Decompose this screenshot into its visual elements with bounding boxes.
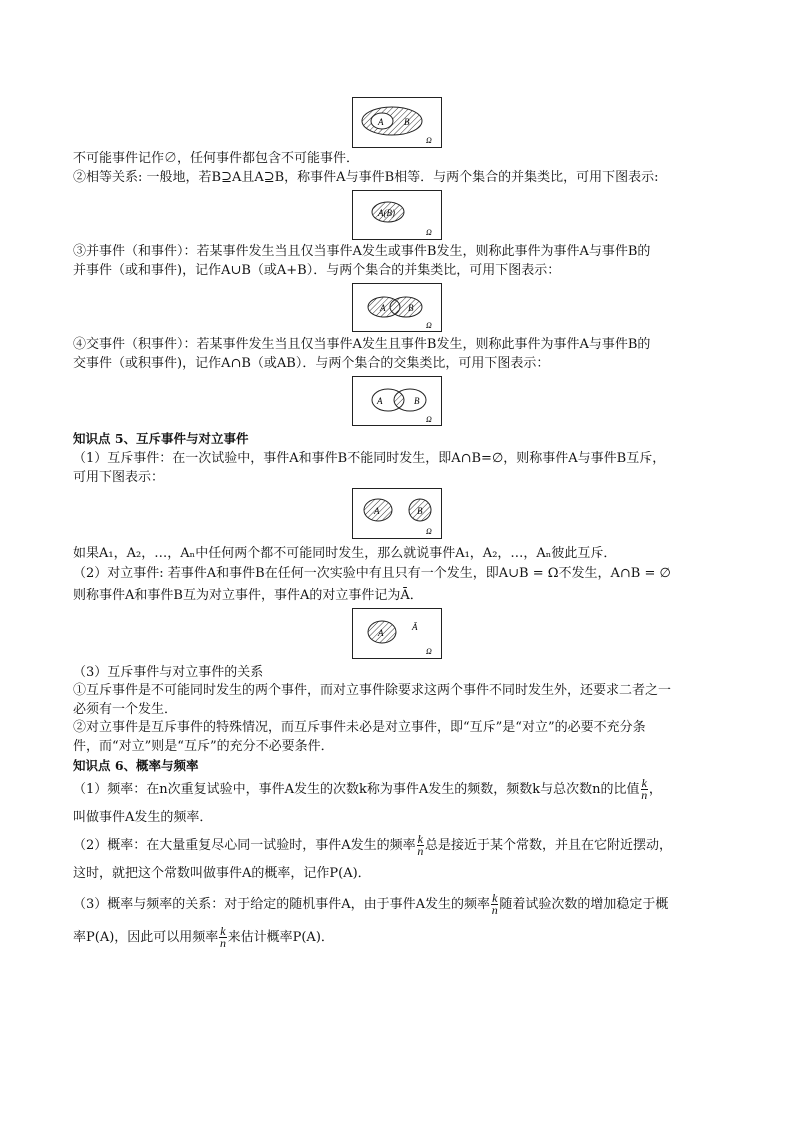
text-line bbox=[73, 926, 725, 949]
omega-label: Ω bbox=[426, 415, 432, 424]
venn-label-a: A bbox=[378, 628, 384, 638]
text-line: ②相等关系: 一般地，若B⊇A且A⊇B，称事件A与事件B相等．与两个集合的并集类比，可用下图表示: bbox=[73, 170, 659, 185]
section-heading-5: 知识点 5、互斥事件与对立事件 bbox=[73, 431, 249, 446]
text-line: （1）频率：在n次重复试验中，事件A发生的次数k称为事件A发生的频数，频数k与总次数n的比值 $\frac{k}{n}$ ， bbox=[73, 776, 662, 802]
venn-label-ab: A(B) bbox=[378, 208, 395, 218]
venn-label-a: A bbox=[374, 506, 380, 516]
text-segment: 随着试验次数的增加稳定于概 bbox=[499, 897, 669, 912]
text-line: ①互斥事件是不可能同时发生的两个事件，而对立事件除要求这两个事件不同时发生外，还要求二者之一 bbox=[73, 683, 672, 698]
text-line: 可用下图表示： bbox=[73, 470, 165, 485]
text-line: 必须有一个发生． bbox=[73, 702, 178, 717]
venn-equal-figure bbox=[352, 190, 442, 240]
fraction-k-over-n bbox=[491, 893, 498, 916]
venn-intersection-figure bbox=[352, 376, 442, 426]
text-line: 不可能事件记作∅，任何事件都包含不可能事件． bbox=[73, 151, 360, 166]
fraction-k-over-n bbox=[219, 926, 226, 949]
venn-label-b: B bbox=[414, 396, 420, 406]
text-segment: 来估计概率P(A)． bbox=[227, 930, 334, 945]
text-line: ②对立事件是互斥事件的特殊情况，而互斥事件未必是对立事件，即“互斥”是“对立”的必要不充分条 bbox=[73, 720, 646, 735]
fraction-numerator: k bbox=[641, 776, 647, 790]
venn-exclusive-figure bbox=[352, 488, 442, 539]
text-line: （2）对立事件: 若事件A和事件B在任何一次实验中有且只有一个发生，即A∪B = Ω不发生，A∩B = ∅ bbox=[73, 566, 671, 581]
omega-label: Ω bbox=[426, 321, 432, 330]
text-segment: 率P(A)，因此可以用频率 bbox=[73, 930, 219, 945]
text-line: 如果A₁，A₂，…，Aₙ中任何两个都不可能同时发生，那么就说事件A₁，A₂，…，Aₙ彼此互斥． bbox=[73, 546, 617, 561]
venn-label-b: B bbox=[417, 506, 423, 516]
venn-label-b: B bbox=[408, 303, 414, 313]
text-line: 并事件（或和事件)，记作A∪B（或A+B）．与两个集合的并集类比，可用下图表示： bbox=[73, 263, 561, 278]
text-segment: （3）概率与频率的关系：对于给定的随机事件A，由于事件A发生的频率 bbox=[73, 897, 491, 912]
text-line: ④交事件（积事件）：若某事件发生当且仅当事件A发生且事件B发生，则称此事件为事件A与事件B的 bbox=[73, 337, 651, 352]
text-segment: （1）频率：在n次重复试验中，事件A发生的次数k称为事件A发生的频数，频数k与总次数n的比值 bbox=[73, 782, 640, 797]
venn-label-abar: Ā bbox=[412, 622, 418, 632]
section-heading-6: 知识点 6、概率与频率 bbox=[73, 758, 199, 773]
venn-label-a: A bbox=[377, 396, 383, 406]
fraction-denominator: n bbox=[641, 788, 648, 802]
fraction-numerator: k bbox=[492, 891, 498, 905]
omega-label: Ω bbox=[426, 228, 432, 237]
text-segment: 总是接近于某个常数，并且在它附近摆动， bbox=[425, 838, 673, 853]
fraction-numerator: k bbox=[417, 832, 423, 846]
venn-label-a: A bbox=[380, 303, 386, 313]
text-line bbox=[73, 893, 725, 916]
text-line bbox=[73, 834, 725, 857]
venn-complement-figure bbox=[352, 608, 442, 659]
text-line: 叫做事件A发生的频率． bbox=[73, 810, 213, 825]
text-line: ③并事件（和事件）：若某事件发生当且仅当事件A发生或事件B发生，则称此事件为事件A与事件B的 bbox=[73, 244, 651, 259]
fraction-k-over-n bbox=[641, 778, 648, 801]
text-line: 则称事件A和事件B互为对立事件，事件A的对立事件记为Ā． bbox=[73, 588, 423, 603]
fraction-numerator: k bbox=[220, 924, 226, 938]
text-line: （3）互斥事件与对立事件的关系 bbox=[73, 665, 264, 680]
venn-label-a: A bbox=[378, 117, 384, 127]
fraction-denominator: n bbox=[491, 903, 498, 917]
venn-subset-figure bbox=[352, 97, 442, 148]
omega-label: Ω bbox=[426, 136, 432, 145]
venn-label-b: B bbox=[404, 117, 410, 127]
text-line: 件，而“对立”则是“互斥”的充分不必要条件． bbox=[73, 739, 334, 754]
omega-label: Ω bbox=[426, 647, 432, 656]
text-line: （1）互斥事件：在一次试验中，事件A和事件B不能同时发生，即A∩B=∅，则称事件A与事件B互斥， bbox=[73, 451, 666, 466]
fraction-denominator: n bbox=[219, 936, 226, 950]
text-line: 交事件（或积事件)，记作A∩B（或AB）．与两个集合的交集类比，可用下图表示： bbox=[73, 356, 550, 371]
text-segment: （2）概率：在大量重复尽心同一试验时，事件A发生的频率 bbox=[73, 838, 416, 853]
text-line: 这时，就把这个常数叫做事件A的概率，记作P(A)． bbox=[73, 866, 371, 881]
fraction-k-over-n bbox=[417, 834, 424, 857]
venn-union-figure bbox=[352, 283, 442, 332]
omega-label: Ω bbox=[426, 527, 432, 536]
fraction-denominator: n bbox=[417, 844, 424, 858]
